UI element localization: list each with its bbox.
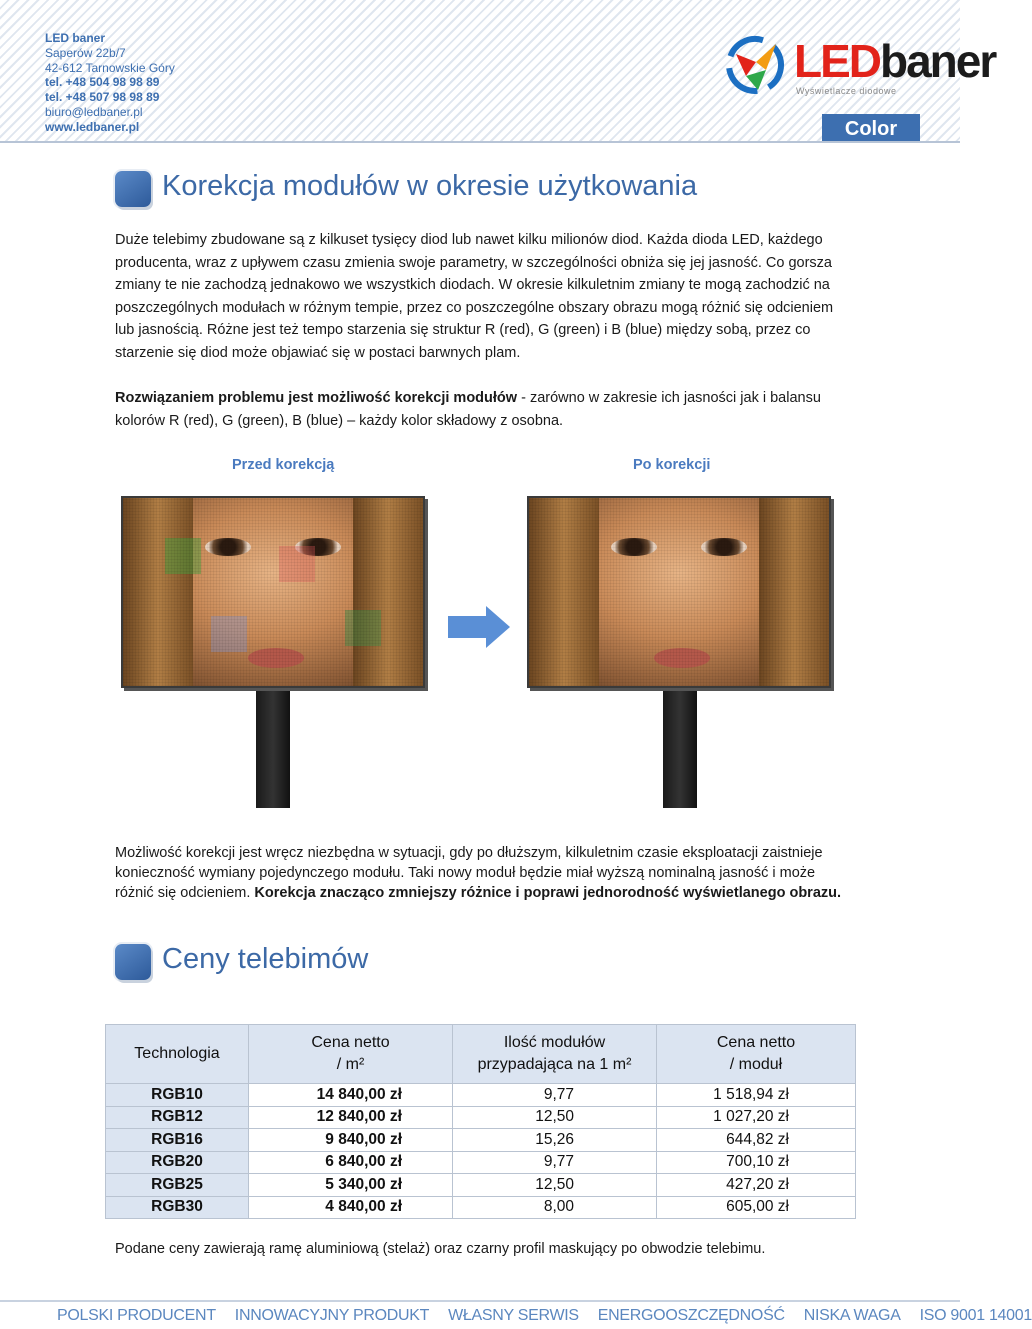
section-title-ceny: Ceny telebimów xyxy=(162,943,369,975)
section-bullet-icon-2 xyxy=(115,944,151,980)
cell-modules: 12,50 xyxy=(453,1174,657,1197)
table-row xyxy=(106,1129,856,1152)
cell-price-m2: 4 840,00 zł xyxy=(249,1196,453,1219)
caption-after: Po korekcji xyxy=(633,457,711,473)
solution-bold-text: Rozwiązaniem problemu jest możliwość korekcji modułów xyxy=(115,390,518,406)
billboard-screen-after xyxy=(529,498,829,686)
cell-price-module: 1 518,94 zł xyxy=(657,1084,856,1107)
phone-2[interactable]: tel. +48 507 98 98 89 xyxy=(45,90,160,105)
table-row xyxy=(106,1174,856,1197)
cell-price-m2: 9 840,00 zł xyxy=(249,1129,453,1152)
billboard-screen-before xyxy=(123,498,423,686)
company-name: LED baner xyxy=(45,31,106,45)
logo-led-text: LED xyxy=(794,35,880,87)
footer-item: POLSKI PRODUCENT xyxy=(57,1307,216,1324)
cell-tech: RGB12 xyxy=(106,1106,249,1129)
cell-tech: RGB10 xyxy=(106,1084,249,1107)
color-tab: Color xyxy=(822,114,920,142)
section-title-korekcja: Korekcja modułów w okresie użytkowania xyxy=(162,170,698,202)
footer-item: WŁASNY SERWIS xyxy=(448,1307,579,1324)
price-table xyxy=(105,1024,856,1219)
cell-modules: 15,26 xyxy=(453,1129,657,1152)
solution-rest-text: - zarówno w zakresie ich jasności jak i balansu kolorów R (red), G (green), B (blue) – każdy kolor składowy z osobna. xyxy=(115,390,821,429)
cell-modules: 8,00 xyxy=(453,1196,657,1219)
header-divider xyxy=(0,141,960,143)
cell-price-m2: 12 840,00 zł xyxy=(249,1106,453,1129)
correction-text: Możliwość korekcji jest wręcz niezbędna w sytuacji, gdy po dłuższym, kilkuletnim czasie eksploatacji zaistnieje konieczność wymiany pojedynczego modułu. Taki nowy moduł będzie miał wyższą nominalną jasność i może różnić się odcieniem. xyxy=(115,845,823,901)
header-price-module: Cena netto / moduł xyxy=(657,1025,856,1084)
footer-item: NISKA WAGA xyxy=(803,1307,901,1324)
footer-divider xyxy=(0,1300,960,1302)
cell-tech: RGB25 xyxy=(106,1174,249,1197)
logo-wordmark xyxy=(794,34,995,88)
cell-price-m2: 5 340,00 zł xyxy=(249,1174,453,1197)
price-note: Podane ceny zawierają ramę aluminiową (stelaż) oraz czarny profil maskujący po obwodzie telebimu. xyxy=(115,1241,766,1257)
header-price-m2: Cena netto / m² xyxy=(249,1025,453,1084)
cell-price-module: 700,10 zł xyxy=(657,1151,856,1174)
cell-price-module: 427,20 zł xyxy=(657,1174,856,1197)
cell-tech: RGB30 xyxy=(106,1196,249,1219)
correction-paragraph xyxy=(115,843,850,903)
billboard-after xyxy=(527,496,831,688)
header-technology: Technologia xyxy=(106,1025,249,1084)
billboard-pole-before xyxy=(256,688,290,808)
cell-modules: 12,50 xyxy=(453,1106,657,1129)
cell-modules: 9,77 xyxy=(453,1151,657,1174)
logo-mark-icon xyxy=(722,32,788,98)
cell-tech: RGB20 xyxy=(106,1151,249,1174)
correction-bold-text: Korekcja znacząco zmniejszy różnice i poprawi jednorodność wyświetlanego obrazu. xyxy=(254,885,842,901)
intro-paragraph: Duże telebimy zbudowane są z kilkuset tysięcy diod lub nawet kilku milionów diod. Każda dioda LED, każdego producenta, wraz z upływem czasu zmienia swoje parametry, w szczególności obniża się jej jasność. Co gorsza zmiany te nie zachodzą jednakowo we wszystkich diodach. W okresie kilkuletnim zmiany te mogą zachodzić na poszczególnych modułach w różnym tempie, przez co poszczególne obszary obrazu mogą różnić się odcieniem lub jasnością. Różne jest też tempo starzenia się struktur R (red), G (green) i B (blue) między sobą, przez co starzenie się diod może objawiać się w postaci barwnych plam. xyxy=(115,232,834,361)
solution-paragraph xyxy=(115,387,850,432)
email-link[interactable]: biuro@ledbaner.pl xyxy=(45,104,143,119)
cell-price-m2: 6 840,00 zł xyxy=(249,1151,453,1174)
table-row xyxy=(106,1084,856,1107)
header-modules: Ilość modułów przypadająca na 1 m² xyxy=(453,1025,657,1084)
table-row xyxy=(106,1196,856,1219)
cell-modules: 9,77 xyxy=(453,1084,657,1107)
cell-price-m2: 14 840,00 zł xyxy=(249,1084,453,1107)
footer-features xyxy=(57,1307,1032,1325)
logo-subtitle: Wyświetlacze diodowe xyxy=(796,86,897,96)
billboard-before xyxy=(121,496,425,688)
cell-price-module: 644,82 zł xyxy=(657,1129,856,1152)
arrow-right-icon xyxy=(448,606,510,648)
cell-price-module: 605,00 zł xyxy=(657,1196,856,1219)
footer-item: ENERGOOSZCZĘDNOŚĆ xyxy=(597,1307,785,1324)
billboard-pole-after xyxy=(663,688,697,808)
cell-tech: RGB16 xyxy=(106,1129,249,1152)
phone-1[interactable]: tel. +48 504 98 98 89 xyxy=(45,75,160,90)
ledbaner-logo xyxy=(722,32,996,102)
street-address: Saperów 22b/7 xyxy=(45,45,126,60)
website-link[interactable]: www.ledbaner.pl xyxy=(45,119,140,134)
price-table-header xyxy=(106,1025,856,1084)
caption-before: Przed korekcją xyxy=(232,457,335,473)
logo-baner-text: baner xyxy=(880,35,996,87)
page-header xyxy=(0,0,996,143)
table-row xyxy=(106,1106,856,1129)
cell-price-module: 1 027,20 zł xyxy=(657,1106,856,1129)
city-address: 42-612 Tarnowskie Góry xyxy=(45,60,175,75)
footer-item: INNOWACYJNY PRODUKT xyxy=(234,1307,430,1324)
table-row xyxy=(106,1151,856,1174)
contact-block xyxy=(45,31,175,135)
footer-item: ISO 9001 14001 xyxy=(919,1307,1032,1324)
section-bullet-icon xyxy=(115,171,151,207)
